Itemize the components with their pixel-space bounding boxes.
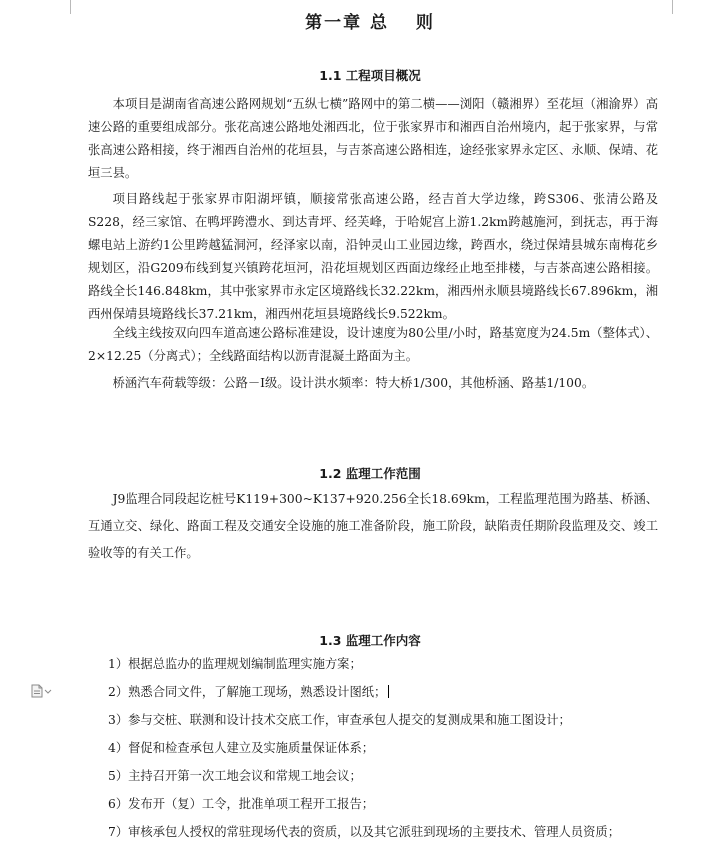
chapter-title: 第一章 总 则 [305, 13, 435, 33]
text-cursor [388, 685, 389, 698]
list-item: 7）审核承包人授权的常驻现场代表的资质，以及其它派驻到现场的主要技术、管理人员资质； [108, 825, 620, 839]
paragraph: 项目路线起于张家界市阳湖坪镇，顺接常张高速公路，经吉首大学边缘，跨S306、张清公路及S228，经三家馆、在鸭坪跨澧水、到达青坪、经芙峰，于哈妮宫上游1.2km跨越施河，到抚志，再于海螺电站上游约1公里跨越猛洞河，经泽家以南，沿钟灵山工业园边缘，跨酉水，绕过保靖县城东南梅花乡规划区，沿G209布线到复兴镇跨花垣河，沿花垣规划区西面边缘经止地至排楼，与吉茶高速公路相接。路线全长146.848km，其中张家界市永定区境路线长32.22km，湘西州永顺县境路线长67.896km，湘西州保靖县境路线长37.21km，湘西州花垣县境路线长9.522km。 [88, 192, 658, 321]
list-item: 1）根据总监办的监理规划编制监理实施方案； [108, 657, 362, 671]
list-item: 3）参与交桩、联测和设计技术交底工作，审查承包人提交的复测成果和施工图设计； [108, 713, 571, 727]
paragraph: 桥涵汽车荷载等级：公路－Ⅰ级。设计洪水频率：特大桥1/300，其他桥涵、路基1/100。 [112, 376, 595, 390]
paste-options-icon[interactable] [30, 683, 52, 697]
list-item [108, 683, 668, 701]
list-item: 5）主持召开第一次工地会议和常规工地会议； [108, 769, 362, 783]
list-item: 6）发布开（复）工令，批准单项工程开工报告； [108, 797, 375, 811]
paragraph: J9监理合同段起讫桩号K119+300~K137+920.256全长18.69km，工程监理范围为路基、桥涵、互通立交、绿化、路面工程及交通安全设施的施工准备阶段，施工阶段，缺陷责任期阶段监理及交、竣工验收等的有关工作。 [88, 492, 658, 560]
section-heading-1-3: 1.3 监理工作内容 [319, 633, 421, 648]
section-heading-1-1: 1.1 工程项目概况 [319, 68, 421, 83]
list-item: 4）督促和检查承包人建立及实施质量保证体系； [108, 741, 375, 755]
paragraph: 全线主线按双向四车道高速公路标准建设，设计速度为80公里/小时，路基宽度为24.5m（整体式）、2×12.25（分离式）；全线路面结构以沥青混凝土路面为主。 [88, 326, 658, 363]
list-item-text: 2）熟悉合同文件，了解施工现场，熟悉设计图纸； [108, 685, 387, 699]
paragraph: 本项目是湖南省高速公路网规划“五纵七横”路网中的第二横——浏阳（赣湘界）至花垣（湘渝界）高速公路的重要组成部分。张花高速公路地处湘西北，位于张家界市和湘西自治州境内，起于张家界，与常张高速公路相接，终于湘西自治州的花垣县，与吉茶高速公路相连，途经张家界永定区、永顺、保靖、花垣三县。 [88, 97, 658, 180]
section-heading-1-2: 1.2 监理工作范围 [319, 466, 421, 481]
